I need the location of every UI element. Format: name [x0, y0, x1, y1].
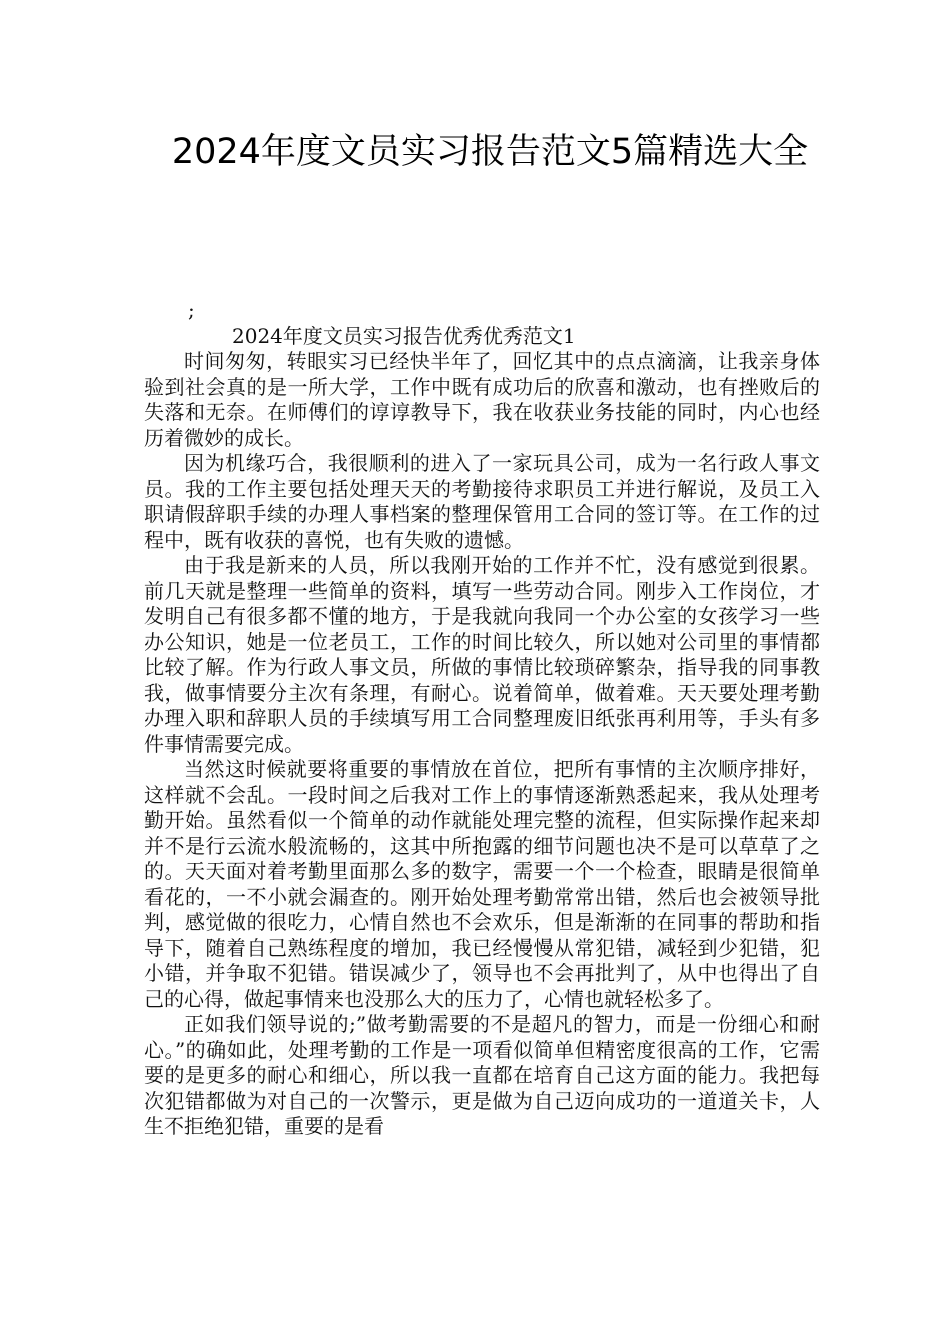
paragraph-5: 正如我们领导说的;”做考勤需要的不是超凡的智力，而是一份细心和耐心。”的确如此，处理考勤的工作是一项看似简单但精密度很高的工作，它需要的是更多的耐心和细心，所以我一直都在培育自己这方面的能力。我把每次犯错都做为对自己的一次警示，更是做为自己迈向成功的一道道关卡，人生不拒绝犯错，重要的是看	[144, 1012, 820, 1138]
document-body	[144, 298, 820, 1140]
document-title: 2024年度文员实习报告范文5篇精选大全	[171, 132, 809, 172]
section-subtitle: 2024年度文员实习报告优秀优秀范文1	[232, 323, 576, 348]
paragraph-3: 由于我是新来的人员，所以我刚开始的工作并不忙，没有感觉到很累。前几天就是整理一些简单的资料，填写一些劳动合同。刚步入工作岗位，才发明自己有很多都不懂的地方，于是我就向我同一个办公室的女孩学习一些办公知识，她是一位老员工，工作的时间比较久，所以她对公司里的事情都比较了解。作为行政人事文员，所做的事情比较琐碎繁杂，指导我的同事教我，做事情要分主次有条理，有耐心。说着简单，做着难。天天要处理考勤办理入职和辞职人员的手续填写用工合同整理废旧纸张再利用等，手头有多件事情需要完成。	[144, 553, 820, 756]
separator-mark: ;	[188, 298, 195, 322]
paragraph-4: 当然这时候就要将重要的事情放在首位，把所有事情的主次顺序排好，这样就不会乱。一段时间之后我对工作上的事情逐渐熟悉起来，我从处理考勤开始。虽然看似一个简单的动作就能处理完整的流程，但实际操作起来却并不是行云流水般流畅的，这其中所抱露的细节问题也决不是可以草草了之的。天天面对着考勤里面那么多的数字，需要一个一个检查，眼睛是很简单看花的，一不小就会漏查的。刚开始处理考勤常常出错，然后也会被领导批判，感觉做的很吃力，心情自然也不会欢乐，但是渐渐的在同事的帮助和指导下，随着自己熟练程度的增加，我已经慢慢从常犯错，减轻到少犯错，犯小错，并争取不犯错。错误减少了，领导也不会再批判了，从中也得出了自己的心得，做起事情来也没那么大的压力了，心情也就轻松多了。	[144, 757, 820, 1011]
paragraph-1: 时间匆匆，转眼实习已经快半年了，回忆其中的点点滴滴，让我亲身体验到社会真的是一所大学，工作中既有成功后的欣喜和激动，也有挫败后的失落和无奈。在师傅们的谆谆教导下，我在收获业务技能的同时，内心也经历着微妙的成长。	[144, 349, 820, 450]
paragraph-2: 因为机缘巧合，我很顺利的进入了一家玩具公司，成为一名行政人事文员。我的工作主要包括处理天天的考勤接待求职员工并进行解说，及员工入职请假辞职手续的办理人事档案的整理保管用工合同的签订等。在工作的过程中，既有收获的喜悦，也有失败的遗憾。	[144, 451, 820, 552]
